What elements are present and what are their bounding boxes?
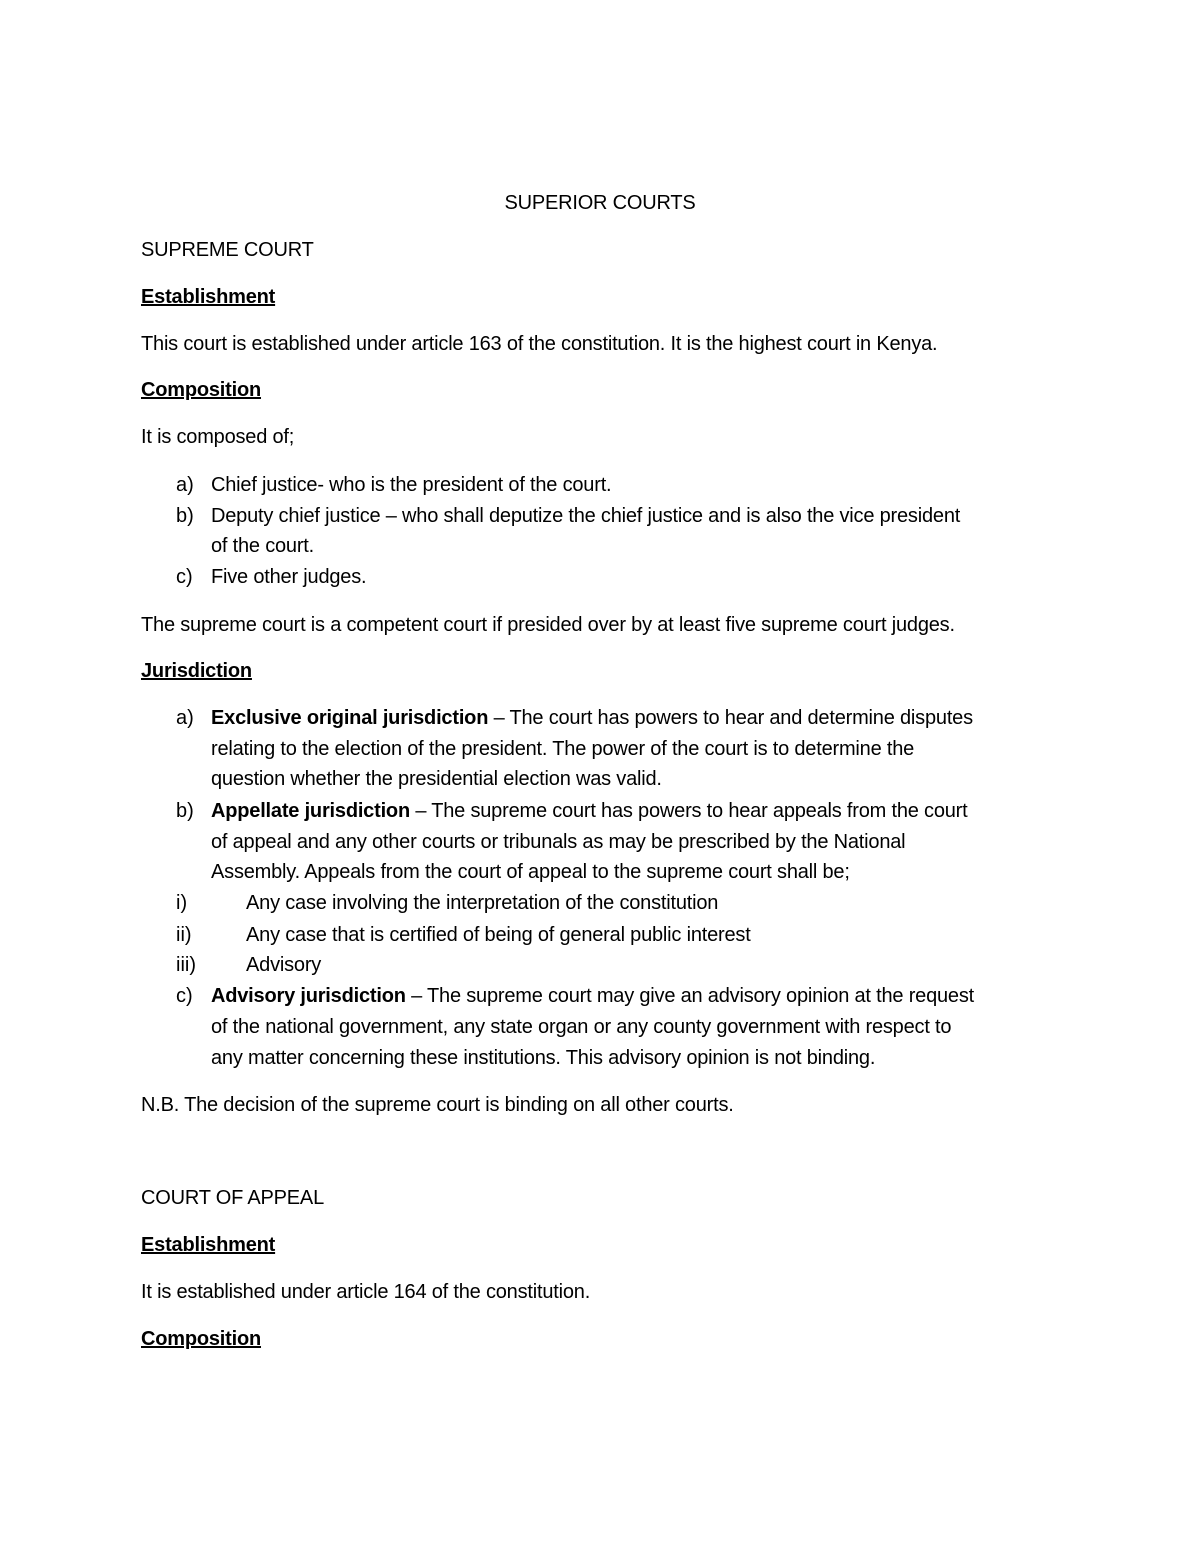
list-item-appellate-jurisdiction [211,799,968,823]
term-advisory-jurisdiction: Advisory jurisdiction [211,985,406,1007]
definition-text: – The supreme court has powers to hear appeals from the court [409,800,968,822]
paragraph-competent-court: The supreme court is a competent court if presided over by at least five supreme court judges. [141,614,955,636]
roman-marker: i) [176,892,188,914]
subheading-establishment: Establishment [141,286,276,308]
list-marker: b) [176,800,194,822]
list-marker: c) [176,566,193,588]
paragraph-establishment: It is established under article 164 of the constitution. [141,1281,591,1303]
list-item-text-cont: of the national government, any state organ or any county government with respect to [211,1016,952,1038]
list-item-deputy-chief-justice-cont: of the court. [211,535,315,557]
list-item-text-cont: question whether the presidential election was valid. [211,768,662,790]
list-marker: c) [176,985,193,1007]
paragraph-composition-intro: It is composed of; [141,426,295,448]
list-item-text-cont: relating to the election of the president. The power of the court is to determine the [211,738,915,760]
subheading-composition: Composition [141,1328,262,1350]
list-item-chief-justice: Chief justice- who is the president of the court. [211,474,612,496]
term-exclusive-jurisdiction: Exclusive original jurisdiction [211,707,489,729]
roman-item-interpretation: Any case involving the interpretation of the constitution [246,892,719,914]
paragraph-nb: N.B. The decision of the supreme court is binding on all other courts. [141,1094,734,1116]
list-item-exclusive-jurisdiction [211,706,973,730]
term-appellate-jurisdiction: Appellate jurisdiction [211,800,410,822]
list-item-text-cont: of appeal and any other courts or tribunals as may be prescribed by the National [211,831,906,853]
definition-text: – The court has powers to hear and determine disputes [488,707,973,729]
list-marker: a) [176,707,194,729]
list-item-deputy-chief-justice: Deputy chief justice – who shall deputize the chief justice and is also the vice president [211,505,961,527]
roman-item-advisory: Advisory [246,954,322,976]
definition-text: – The supreme court may give an advisory opinion at the request [405,985,974,1007]
section-heading-supreme-court: SUPREME COURT [141,239,314,261]
list-marker: a) [176,474,194,496]
subheading-establishment: Establishment [141,1234,276,1256]
list-item-other-judges: Five other judges. [211,566,367,588]
subheading-jurisdiction: Jurisdiction [141,660,252,682]
list-item-text-cont: any matter concerning these institutions. This advisory opinion is not binding. [211,1047,876,1069]
list-item-text-cont: Assembly. Appeals from the court of appeal to the supreme court shall be; [211,861,850,883]
roman-marker: ii) [176,924,192,946]
document-title: SUPERIOR COURTS [504,192,696,214]
section-heading-court-of-appeal: COURT OF APPEAL [141,1187,324,1209]
list-item-advisory-jurisdiction [211,984,974,1008]
roman-marker: iii) [176,954,196,976]
list-marker: b) [176,505,194,527]
subheading-composition: Composition [141,379,262,401]
roman-item-public-interest: Any case that is certified of being of general public interest [246,924,751,946]
paragraph-establishment: This court is established under article 163 of the constitution. It is the highest court in Kenya. [141,333,938,355]
